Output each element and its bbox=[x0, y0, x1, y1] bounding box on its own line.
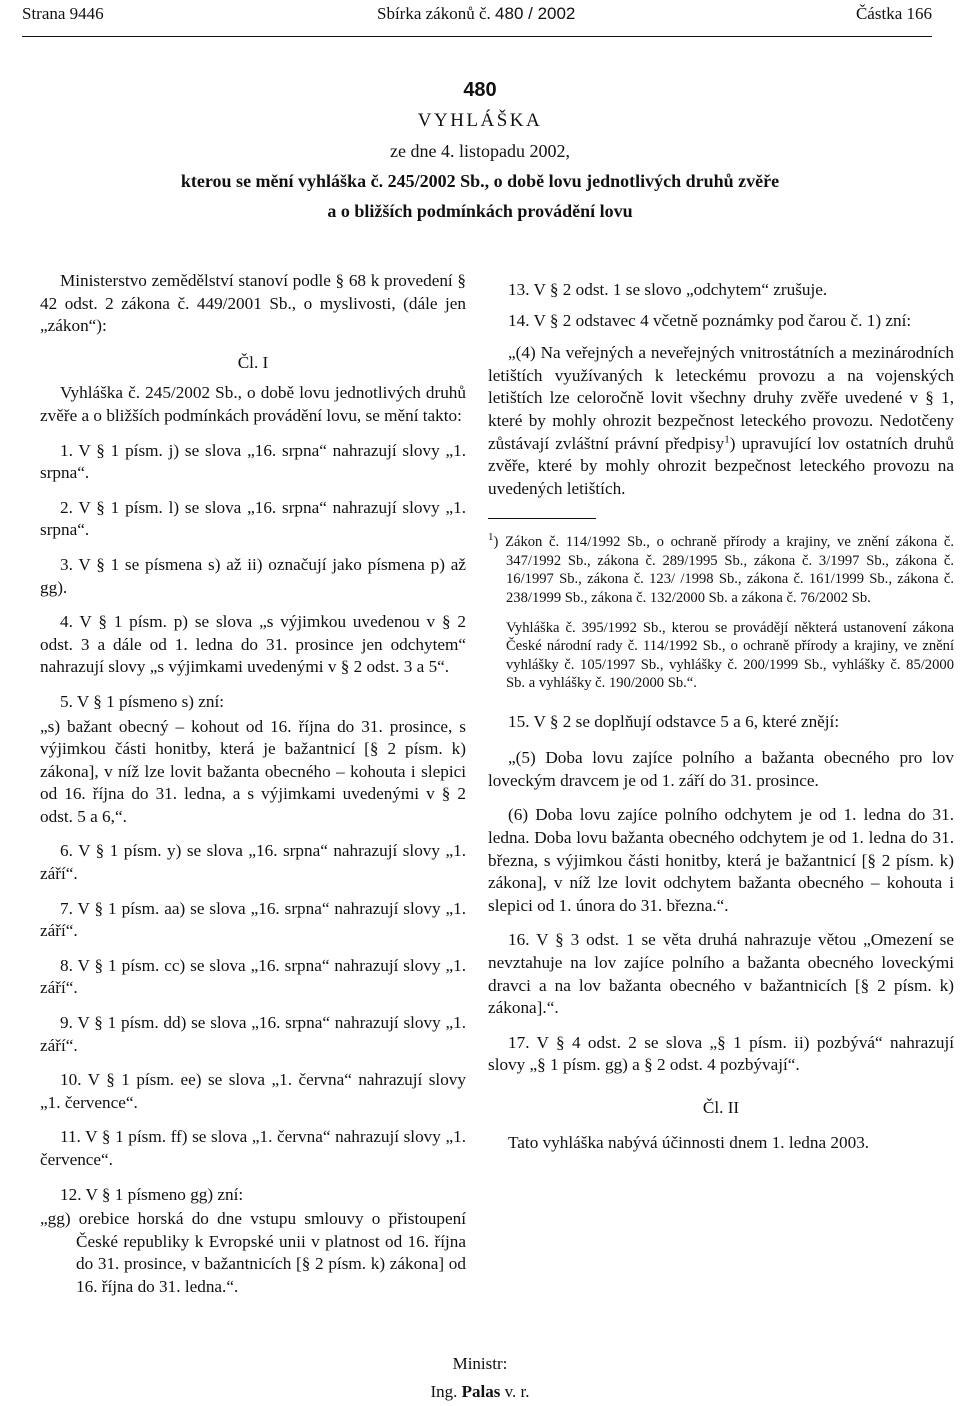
right-column bbox=[488, 279, 954, 1166]
signature-block bbox=[0, 1350, 960, 1406]
point-14-text-b: ) upravující lov ostatních druhů zvěře, které by mohly ohrozit bezpečnost leteckého provozu na uvedených letištích. bbox=[488, 433, 954, 498]
article-1-intro: Vyhláška č. 245/2002 Sb., o době lovu jednotlivých druhů zvěře a o bližších podmínkách provádění lovu, se mění takto: bbox=[40, 383, 466, 425]
point-17: 17. V § 4 odst. 2 se slova „§ 1 písm. ii) pozbývá“ nahrazují slovy „§ 1 písm. gg) a § 2 odst. 4 pozbývají“. bbox=[488, 1032, 954, 1075]
effective-date: Tato vyhláška nabývá účinnosti dnem 1. ledna 2003. bbox=[508, 1132, 870, 1152]
point-6: 6. V § 1 písm. y) se slova „16. srpna“ nahrazují slovy „1. září“. bbox=[40, 841, 466, 884]
preamble: Ministerstvo zemědělství stanoví podle § 68 k provedení § 42 odst. 2 zákona č. 449/2001 Sb., o myslivosti, (dále jen „zákon“): bbox=[40, 271, 466, 336]
document-type: VYHLÁŠKA bbox=[417, 110, 543, 131]
point-16: 16. V § 3 odst. 1 se věta druhá nahrazuje větou „Omezení se nevztahuje na lov zajíce polního a bažanta obecného loveckými dravci a na lov bažanta obecného v bažantnicích [§ 2 písm. k) zákona].“. bbox=[488, 930, 954, 1018]
collection-name: Sbírka zákonů č. bbox=[377, 4, 491, 23]
point-7: 7. V § 1 písm. aa) se slova „16. srpna“ nahrazují slovy „1. září“. bbox=[40, 898, 466, 941]
point-14: 14. V § 2 odstavec 4 včetně poznámky pod čarou č. 1) zní: bbox=[508, 310, 912, 330]
document-subject-line-1: kterou se mění vyhláška č. 245/2002 Sb., o době lovu jednotlivých druhů zvěře bbox=[180, 171, 780, 191]
point-1: 1. V § 1 písm. j) se slova „16. srpna“ nahrazují slovy „1. srpna“. bbox=[40, 440, 466, 483]
point-15-paragraph-5: „(5) Doba lovu zajíce polního a bažanta obecného pro lov loveckým dravcem je od 1. září do 31. prosince. bbox=[488, 748, 954, 790]
collection-number: 480 / 2002 bbox=[495, 4, 576, 23]
footnote-2: Vyhláška č. 395/1992 Sb., kterou se provádějí některá ustanovení zákona České národní rady č. 114/1992 Sb., o ochraně přírody a krajiny, ve znění vyhlášky č. 105/1997 Sb., vyhlášky č. 200/1999 Sb., vyhlášky č. 85/2000 Sb. a vyhlášky č. 190/2000 Sb.“. bbox=[506, 619, 954, 692]
point-2: 2. V § 1 písm. l) se slova „16. srpna“ nahrazují slovy „1. srpna“. bbox=[40, 497, 466, 540]
article-1-heading: Čl. I bbox=[237, 352, 269, 372]
signature-line bbox=[0, 1378, 960, 1406]
footnote-ref: 1 bbox=[724, 432, 730, 445]
page-header bbox=[22, 4, 932, 26]
point-14-text-a: „(4) Na veřejných a neveřejných vnitrostátních a mezinárodních letištích využívaných k leteckému provozu a na vojenských letištích lze celoročně lovit všechny druhy zvěře uvedené v § 1, které by mohly ohrozit bezpečnost leteckého provozu. Nedotčeny zůstávají zvláštní právní předpisy bbox=[488, 343, 954, 453]
document-number: 480 bbox=[463, 79, 497, 101]
signature-suffix: v. r. bbox=[504, 1382, 530, 1401]
footnote-divider bbox=[488, 518, 596, 519]
point-3: 3. V § 1 se písmena s) až ii) označují jako písmena p) až gg). bbox=[40, 554, 466, 597]
page-number: Strana 9446 bbox=[22, 4, 104, 23]
footnote-1-text: ) Zákon č. 114/1992 Sb., o ochraně přírody a krajiny, ve znění zákona č. 347/1992 Sb., zákona č. 289/1995 Sb., zákona č. 3/1997 Sb., zákona č. 16/1997 Sb., zákona č. 123/ /1998 Sb., zákona č. 161/1999 Sb., zákona č. 238/1999 Sb., zákona č. 132/2000 Sb. a zákona č. 76/2002 Sb. bbox=[493, 534, 954, 606]
point-9: 9. V § 1 písm. dd) se slova „16. srpna“ nahrazují slovy „1. září“. bbox=[40, 1013, 466, 1055]
point-15-paragraph-6: (6) Doba lovu zajíce polního odchytem je od 1. ledna do 31. ledna. Doba lovu bažanta obecného odchytem je od 1. ledna do 31. března, s výjimkou části honitby, která je bažantnicí [§ 2 písm. k) zákona], v níž lze lovit odchytem bažanta obecného – kohouta i slepici od 1. února do 31. března.“. bbox=[488, 805, 954, 915]
point-14-text bbox=[488, 342, 954, 500]
point-10: 10. V § 1 písm. ee) se slova „1. června“ nahrazují slovy „1. července“. bbox=[40, 1070, 466, 1112]
left-column bbox=[40, 270, 466, 1311]
point-13: 13. V § 2 odst. 1 se slovo „odchytem“ zrušuje. bbox=[508, 280, 828, 299]
point-5-text: „s) bažant obecný – kohout od 16. října do 31. prosince, s výjimkou části honitby, která je bažantnicí [§ 2 písm. k) zákona], v níž lze lovit bažanta obecného – kohouta i slepici od 16. října do 31. ledna, a s výjimkami uvedenými v § 2 odst. 5 a 6,“. bbox=[40, 716, 466, 826]
point-8: 8. V § 1 písm. cc) se slova „16. srpna“ nahrazují slovy „1. září“. bbox=[40, 955, 466, 998]
article-2-heading: Čl. II bbox=[702, 1097, 740, 1117]
collection-title bbox=[377, 4, 575, 24]
title-block bbox=[0, 78, 960, 226]
document-date: ze dne 4. listopadu 2002, bbox=[390, 141, 570, 161]
point-12: 12. V § 1 písmeno gg) zní: bbox=[60, 1184, 244, 1204]
point-4: 4. V § 1 písm. p) se slova „s výjimkou uvedenou v § 2 odst. 3 a dále od 1. ledna do 31. prosince jen odchytem“ nahrazují slovy „s výjimkami uvedenými v § 2 odst. 3 a 5“. bbox=[40, 612, 466, 677]
signature-role: Ministr: bbox=[452, 1354, 508, 1373]
point-15: 15. V § 2 se doplňují odstavce 5 a 6, které znějí: bbox=[508, 711, 840, 731]
point-5: 5. V § 1 písmeno s) zní: bbox=[60, 691, 225, 711]
point-12-text: „gg) orebice horská do dne vstupu smlouvy o přistoupení České republiky k Evropské unii v platnost od 16. října do 31. prosince, v bažantnicích [§ 2 písm. k) zákona] od 16. října do 31. ledna.“. bbox=[40, 1209, 466, 1296]
document-subject-line-2: a o bližších podmínkách provádění lovu bbox=[327, 201, 633, 221]
footnote-mark: 1 bbox=[488, 531, 494, 544]
signature-prefix: Ing. bbox=[430, 1382, 458, 1401]
header-divider bbox=[22, 36, 932, 37]
signature-name: Palas bbox=[461, 1382, 501, 1401]
point-11: 11. V § 1 písm. ff) se slova „1. června“ nahrazují slovy „1. července“. bbox=[40, 1127, 466, 1169]
part-number: Částka 166 bbox=[855, 4, 932, 23]
footnote-1 bbox=[488, 533, 954, 607]
